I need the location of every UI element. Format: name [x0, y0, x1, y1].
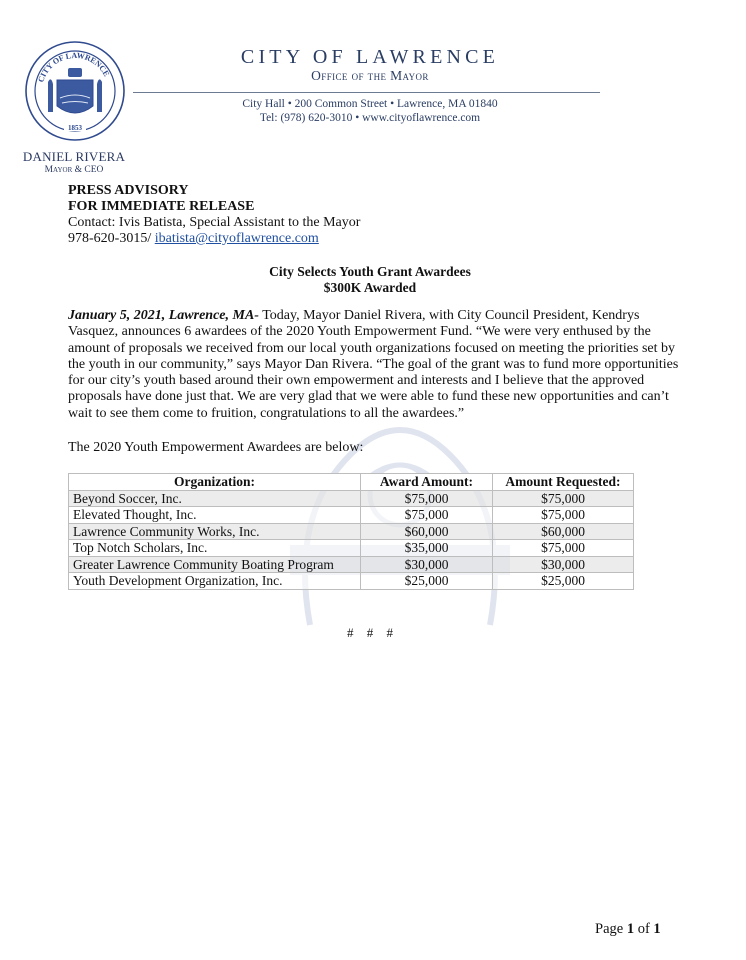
organization-cell: Elevated Thought, Inc. — [69, 507, 361, 524]
advisory-heading: PRESS ADVISORY — [68, 183, 189, 198]
award-amount-cell: $25,000 — [361, 573, 493, 590]
award-amount-cell: $35,000 — [361, 540, 493, 557]
table-row — [69, 556, 634, 573]
table-row — [69, 523, 634, 540]
letterhead-title: CITY OF LAWRENCE — [240, 46, 500, 68]
contact-line: Contact: Ivis Batista, Special Assistant to the Mayor — [68, 215, 361, 230]
press-advisory-block — [68, 183, 360, 247]
award-amount-cell: $30,000 — [361, 556, 493, 573]
headline-subtitle: $300K Awarded — [323, 280, 417, 295]
header-award-amount: Award Amount: — [361, 474, 493, 491]
headline-title: City Selects Youth Grant Awardees — [269, 264, 471, 279]
end-of-release-mark: # # # — [347, 625, 393, 640]
organization-cell: Youth Development Organization, Inc. — [69, 573, 361, 590]
page-total: 1 — [653, 921, 661, 937]
organization-cell: Top Notch Scholars, Inc. — [69, 540, 361, 557]
amount-requested-cell: $75,000 — [493, 490, 634, 507]
letterhead-divider — [133, 92, 600, 93]
letterhead-office: Office of the Mayor — [311, 68, 429, 83]
amount-requested-cell: $25,000 — [493, 573, 634, 590]
page-label: Page — [595, 921, 627, 937]
amount-requested-cell: $75,000 — [493, 507, 634, 524]
award-amount-cell: $60,000 — [361, 523, 493, 540]
contact-email-link[interactable]: ibatista@cityoflawrence.com — [154, 231, 319, 246]
release-heading: FOR IMMEDIATE RELEASE — [68, 199, 255, 214]
awardees-table — [68, 473, 634, 590]
table-row — [69, 490, 634, 507]
table-row — [69, 507, 634, 524]
mayor-title: Mayor & CEO — [44, 165, 104, 175]
contact-line: Tel: (978) 620-3010 • www.cityoflawrence.com — [259, 112, 481, 124]
svg-text:CITY OF LAWRENCE: CITY OF LAWRENCE — [36, 50, 112, 84]
header-amount-requested: Amount Requested: — [493, 474, 634, 491]
organization-cell: Greater Lawrence Community Boating Program — [69, 556, 361, 573]
svg-text:1853: 1853 — [68, 124, 82, 132]
amount-requested-cell: $60,000 — [493, 523, 634, 540]
award-amount-cell: $75,000 — [361, 507, 493, 524]
organization-cell: Beyond Soccer, Inc. — [69, 490, 361, 507]
body-paragraph — [68, 308, 688, 422]
page-number — [595, 921, 661, 938]
header-organization: Organization: — [69, 474, 361, 491]
address-line: City Hall • 200 Common Street • Lawrence, MA 01840 — [242, 98, 498, 110]
table-intro: The 2020 Youth Empowerment Awardees are below: — [68, 440, 364, 455]
table-header-row — [69, 474, 634, 491]
page-of-label: of — [634, 921, 654, 937]
dateline: January 5, 2021, Lawrence, MA- — [68, 308, 259, 323]
award-amount-cell: $75,000 — [361, 490, 493, 507]
contact-phone: 978-620-3015/ — [68, 231, 155, 246]
letterhead-address — [200, 97, 540, 125]
mayor-name: DANIEL RIVERA — [22, 149, 126, 164]
headline — [160, 264, 580, 296]
amount-requested-cell: $75,000 — [493, 540, 634, 557]
organization-cell: Lawrence Community Works, Inc. — [69, 523, 361, 540]
body-text: Today, Mayor Daniel Rivera, with City Council President, Kendrys Vasquez, announces 6 awardees of the 2020 Youth Empowerment Fund. “We were very enthused by the amount of proposals we received from our local youth organizations focused on meeting the priorities set by the youth in our community,” says Mayor Dan Rivera. “The goal of the grant was to fund more opportunities for our city’s youth based around their own empowerment and interests and I believe that the approved proposals have done just that. We are very glad that we were able to fund these new opportunities and can’t wait to see them come to fruition, congratulations to all the awardees.” — [68, 308, 679, 421]
city-seal-logo — [24, 40, 126, 142]
page-current: 1 — [626, 921, 635, 937]
table-row — [69, 540, 634, 557]
contact-phone-email — [68, 231, 360, 247]
table-row — [69, 573, 634, 590]
amount-requested-cell: $30,000 — [493, 556, 634, 573]
